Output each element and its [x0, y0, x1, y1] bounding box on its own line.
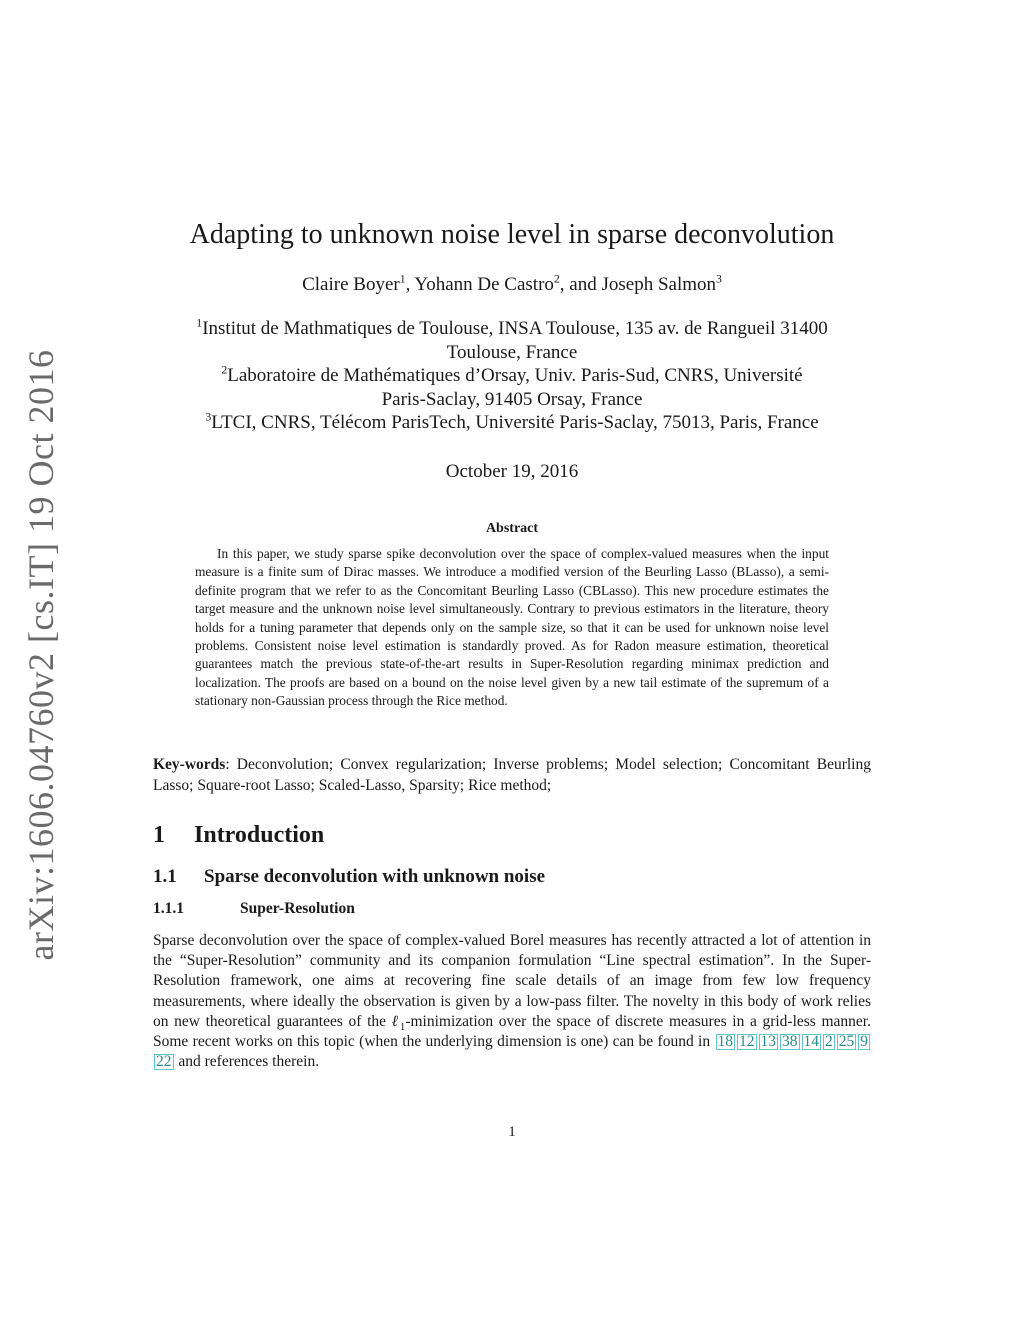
author-name: Joseph Salmon [601, 274, 717, 295]
paper-title: Adapting to unknown noise level in sparse deconvolution [189, 219, 835, 250]
keywords [153, 755, 871, 796]
subsubsection-heading [153, 900, 355, 918]
author-name: Yohann De Castro [414, 274, 554, 295]
abstract-heading: Abstract [485, 521, 539, 536]
paragraph-text: Sparse deconvolution over the space of complex-valued Borel measures has recently attracted a lot of attention in the “Super-Resolution” community and its companion formulation “Line spectral estimation”. In the Super-Resolution framework, one aims at recovering fine scale details of an image from few low frequency measurements, where ideally the observation is given by a low-pass filter. The novelty in this body of work relies on new theoretical guarantees of the [153, 932, 871, 1030]
citation-link[interactable]: 9 [860, 1033, 868, 1051]
section-title: Introduction [194, 822, 325, 848]
keywords-label: Key-words [153, 756, 226, 773]
author-list [150, 274, 874, 296]
abstract-text: In this paper, we study sparse spike deconvolution over the space of complex-valued measures when the input measure is a finite sum of Dirac masses. We introduce a modified version of the Beurling Lasso (BLasso), a semi-definite program that we refer to as the Concomitant Beurling Lasso (CBLasso). This new procedure estimates the target measure and the unknown noise level simultaneously. Contrary to previous estimators in the literature, theory holds for a tuning parameter that depends only on the sample size, so that it can be used for unknown noise level problems. Consistent noise level estimation is standardly proved. As for Radon measure estimation, theoretical guarantees match the previous state-of-the-art results in Super-Resolution regarding minimax prediction and localization. The proofs are based on a bound on the noise level given by a new tail estimate of the supremum of a stationary non-Gaussian process through the Rice method. [195, 546, 829, 709]
author-affiliation-mark: 3 [716, 272, 722, 286]
subsubsection-title: Super-Resolution [240, 900, 355, 917]
page-number: 1 [508, 1124, 516, 1140]
author-separator: , [405, 274, 415, 295]
affiliation-line: LTCI, CNRS, Télécom ParisTech, Université Paris-Saclay, 75013, Paris, France [211, 412, 819, 433]
section-heading [153, 822, 324, 849]
affiliation-3 [150, 411, 874, 435]
author-separator: , and [559, 274, 602, 295]
citation-link[interactable]: 18 [717, 1033, 733, 1051]
arxiv-identifier-text: arXiv:1606.04760v2 [cs.IT] 19 Oct 2016 [21, 349, 61, 961]
subsubsection-number: 1.1.1 [153, 900, 184, 917]
section-number: 1 [153, 822, 165, 848]
affiliation-1-cont: Toulouse, France [446, 341, 578, 363]
affiliation-line: Laboratoire de Mathématiques d’Orsay, Univ. Paris-Sud, CNRS, Université [227, 365, 803, 386]
paragraph-text: -minimization over the space of discrete measures in a grid-less manner. Some recent works on this topic (when the underlying dimension is one) can be found in [153, 1012, 871, 1051]
citation-link[interactable]: 2 [825, 1033, 833, 1051]
body-paragraph [153, 931, 871, 1072]
keywords-text: : Deconvolution; Convex regularization; Inverse problems; Model selection; Concomitant Beurling Lasso; Square-root Lasso; Scaled-Lasso, Sparsity; Rice method; [153, 756, 871, 794]
ell-symbol: ℓ [391, 1012, 400, 1030]
subsection-title: Sparse deconvolution with unknown noise [204, 866, 546, 887]
author-name: Claire Boyer [302, 274, 400, 295]
citation-link[interactable]: 38 [782, 1033, 798, 1051]
affiliation-2-cont: Paris-Saclay, 91405 Orsay, France [381, 388, 643, 410]
author-affiliation-mark: 2 [553, 272, 560, 286]
citation-link[interactable]: 22 [156, 1053, 172, 1071]
citation-link[interactable]: 12 [739, 1033, 755, 1051]
affiliation-mark: 3 [205, 410, 212, 424]
ell-subscript: 1 [399, 1020, 406, 1033]
affiliation-mark: 2 [221, 363, 228, 377]
citation-link[interactable]: 25 [838, 1033, 855, 1051]
paragraph-text: and references therein. [174, 1053, 320, 1071]
citation-link[interactable]: 14 [803, 1033, 819, 1051]
subsection-number: 1.1 [153, 866, 177, 887]
affiliation-2 [150, 364, 874, 388]
citation-link[interactable]: 13 [760, 1033, 776, 1051]
affiliation-line: Institut de Mathmatiques de Toulouse, INSA Toulouse, 135 av. de Rangueil 31400 [202, 318, 828, 339]
affiliation-1 [150, 317, 874, 341]
subsection-heading [153, 866, 545, 888]
affiliation-mark: 1 [196, 316, 203, 330]
author-affiliation-mark: 1 [399, 272, 406, 286]
paper-date: October 19, 2016 [445, 461, 579, 482]
affiliations [150, 317, 874, 435]
